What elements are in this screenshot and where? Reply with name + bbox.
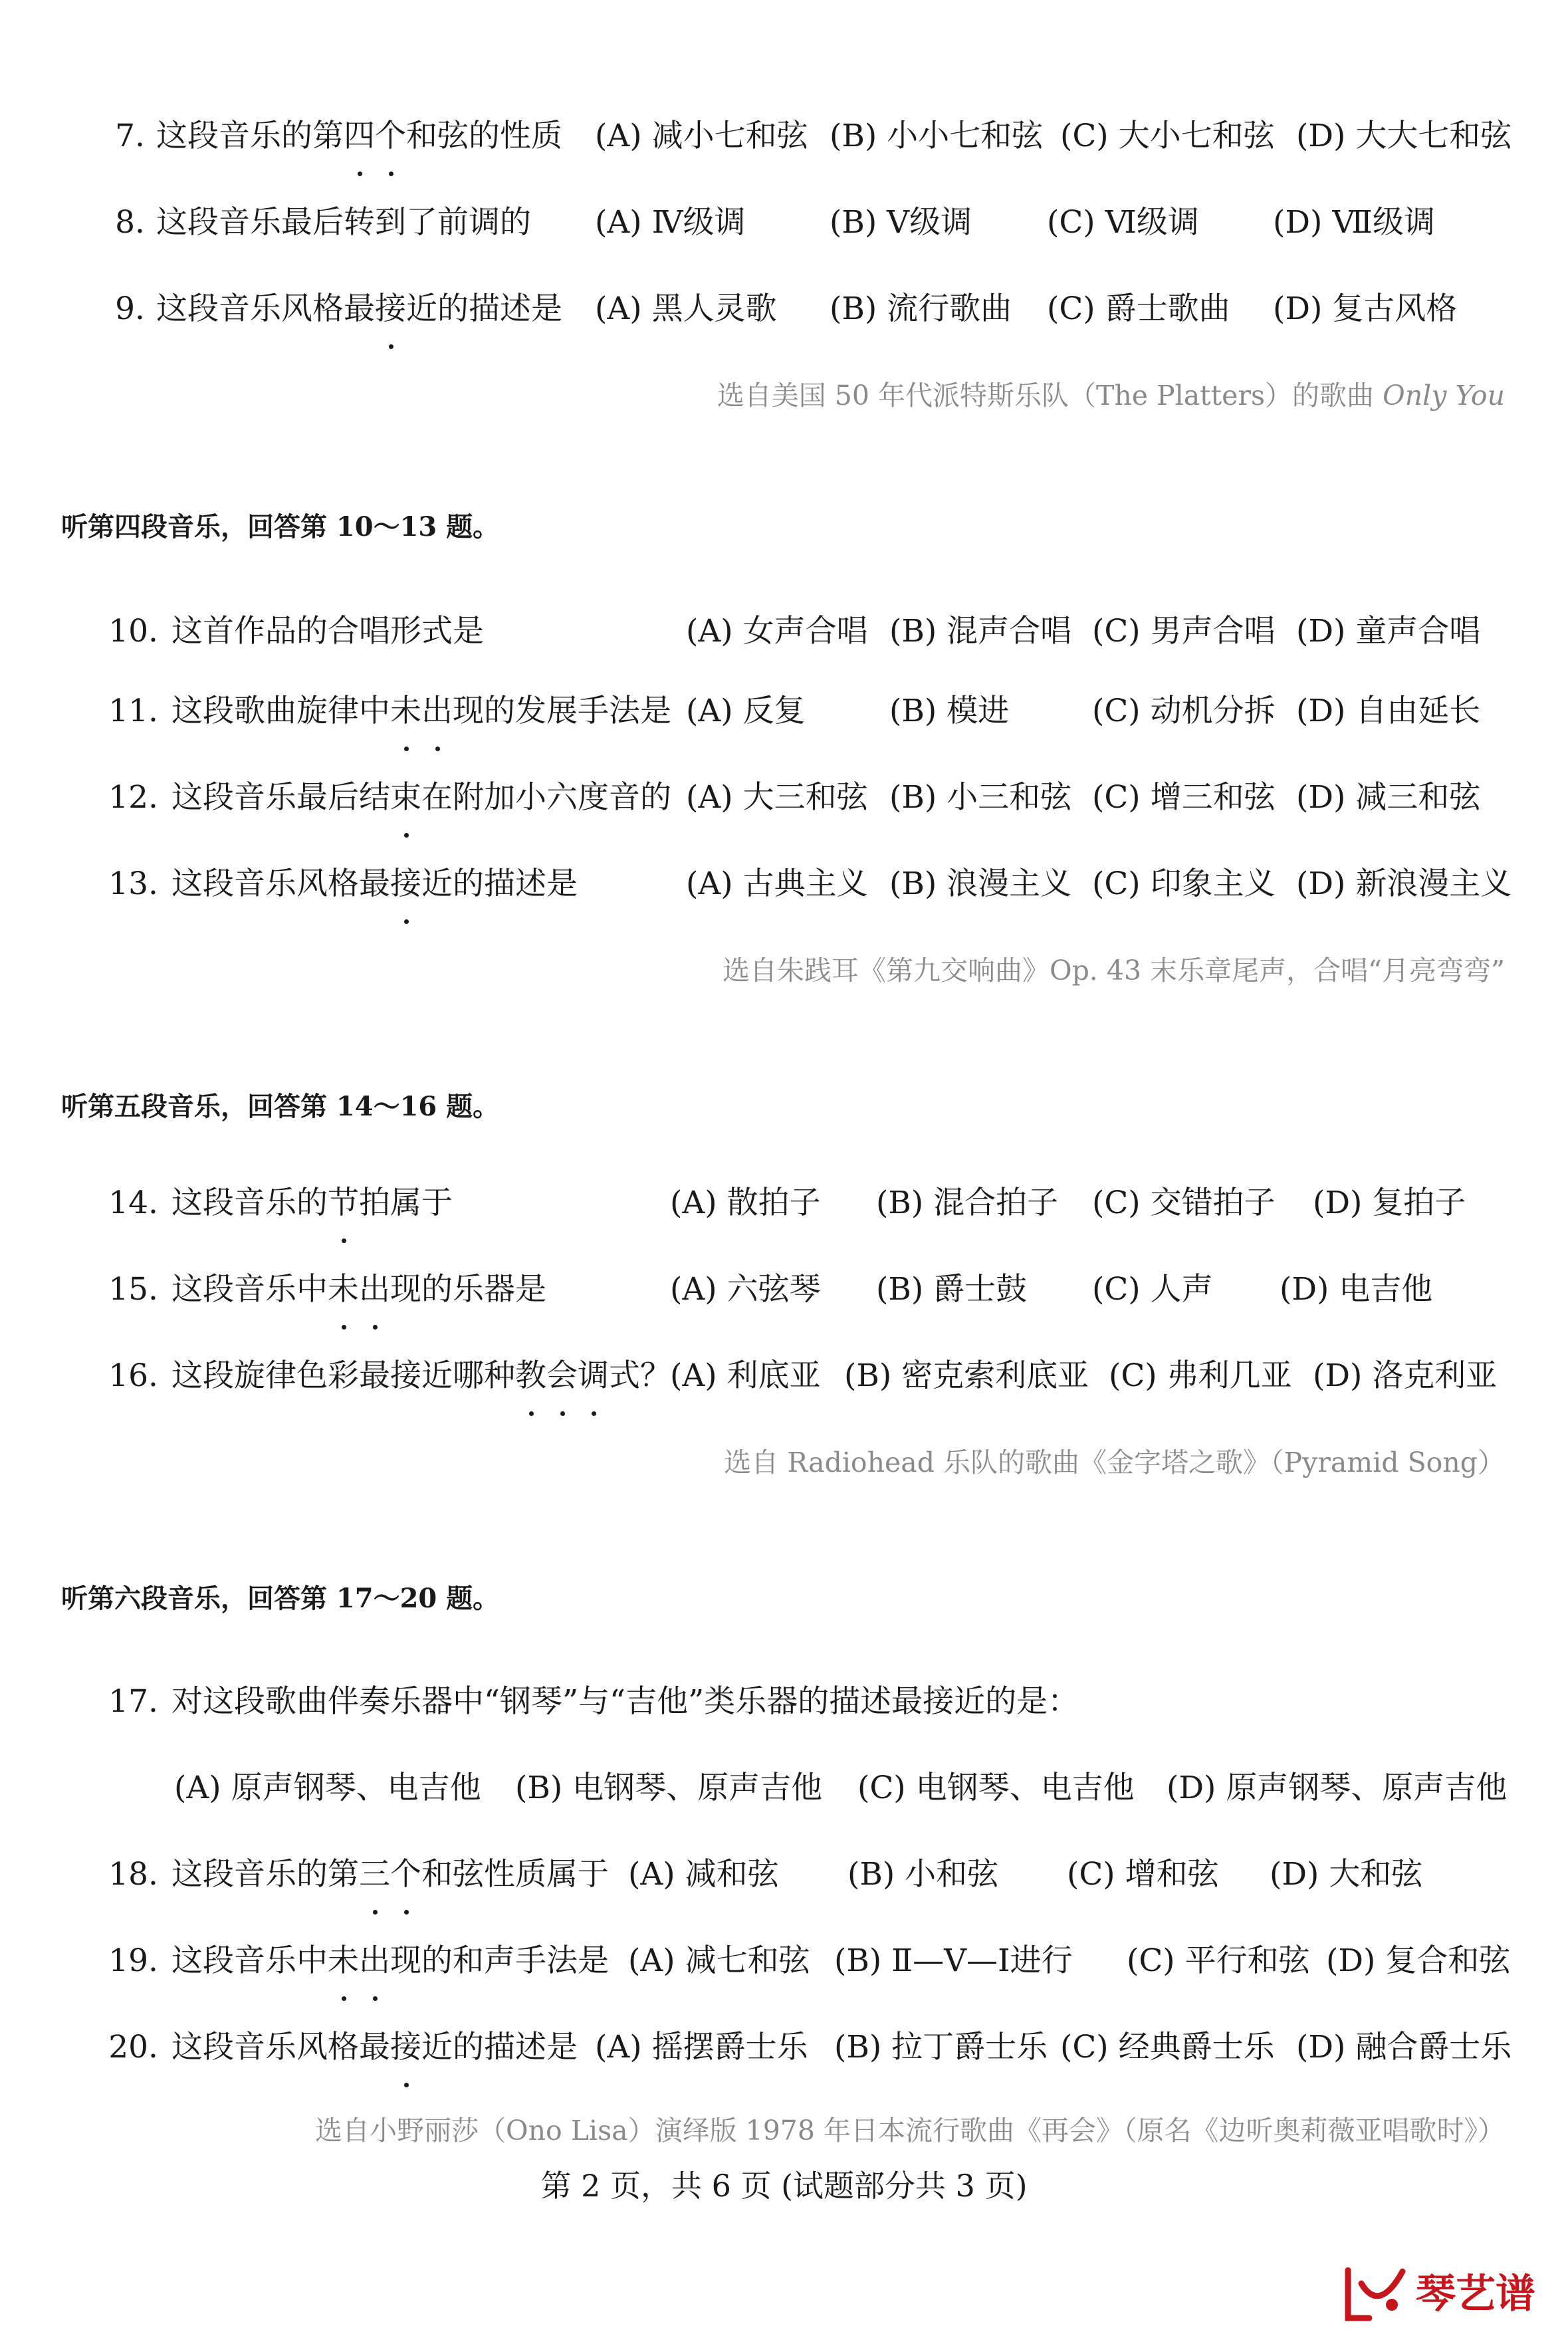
option-d[interactable]: (D) 复合和弦 bbox=[1326, 1942, 1511, 1979]
option-c[interactable]: (C) 人声 bbox=[1092, 1271, 1213, 1308]
question-7 bbox=[0, 103, 1568, 170]
option-a[interactable]: (A) 利底亚 bbox=[670, 1357, 821, 1394]
option-d[interactable]: (D) 融合爵士乐 bbox=[1296, 2029, 1512, 2065]
option-b[interactable]: (B) 密克索利底亚 bbox=[844, 1357, 1089, 1394]
option-d[interactable]: (D) 大大七和弦 bbox=[1296, 118, 1512, 154]
option-c[interactable]: (C) 交错拍子 bbox=[1092, 1185, 1276, 1221]
option-b[interactable]: (B) 混声合唱 bbox=[889, 613, 1072, 649]
option-a[interactable]: (A) 六弦琴 bbox=[670, 1271, 821, 1308]
option-a[interactable]: (A) 黑人灵歌 bbox=[595, 291, 777, 327]
option-a[interactable]: (A) 减七和弦 bbox=[628, 1942, 810, 1979]
brand-logo-text: 琴艺谱 bbox=[1416, 2271, 1535, 2317]
option-b[interactable]: (B) 小三和弦 bbox=[889, 779, 1072, 816]
option-b[interactable]: (B) 小小七和弦 bbox=[830, 118, 1044, 154]
option-d[interactable]: (D) 洛克利亚 bbox=[1313, 1357, 1498, 1394]
question-number: 14. bbox=[108, 1185, 158, 1221]
option-d[interactable]: (D) 减三和弦 bbox=[1296, 779, 1481, 816]
question-19 bbox=[0, 1928, 1568, 1994]
question-17 bbox=[0, 1669, 1568, 1735]
section-heading: 听第四段音乐，回答第 10～13 题。 bbox=[61, 511, 500, 542]
question-16 bbox=[0, 1343, 1568, 1409]
question-stem: 对这段歌曲伴奏乐器中“钢琴”与“吉他”类乐器的描述最接近的是： bbox=[171, 1683, 1079, 1720]
question-stem: 这首作品的合唱形式是 bbox=[171, 613, 484, 649]
question-20 bbox=[0, 2014, 1568, 2081]
option-c[interactable]: (C) 平行和弦 bbox=[1127, 1942, 1310, 1979]
option-c[interactable]: (C) 男声合唱 bbox=[1092, 613, 1276, 649]
option-c[interactable]: (C) 弗利几亚 bbox=[1109, 1357, 1292, 1394]
question-stem: 这段音乐的节拍属于 bbox=[171, 1170, 453, 1236]
option-d[interactable]: (D) Ⅶ级调 bbox=[1273, 204, 1435, 241]
option-a[interactable]: (A) 女声合唱 bbox=[686, 613, 868, 649]
option-b[interactable]: (B) 流行歌曲 bbox=[830, 291, 1012, 327]
option-a[interactable]: (A) Ⅳ级调 bbox=[595, 204, 746, 241]
question-17-options bbox=[0, 1755, 1568, 1821]
question-11 bbox=[0, 678, 1568, 745]
option-c[interactable]: (C) 大小七和弦 bbox=[1060, 118, 1275, 154]
question-stem: 这段音乐风格最接近的描述是 bbox=[156, 276, 562, 342]
question-number: 20. bbox=[108, 2029, 158, 2065]
question-number: 17. bbox=[108, 1683, 158, 1720]
option-b[interactable]: (B) 爵士鼓 bbox=[876, 1271, 1028, 1308]
option-b[interactable]: (B) Ⅱ—Ⅴ—Ⅰ进行 bbox=[834, 1942, 1073, 1979]
question-14 bbox=[0, 1170, 1568, 1236]
question-number: 13. bbox=[108, 866, 158, 902]
question-number: 18. bbox=[108, 1856, 158, 1893]
question-stem: 这段音乐的第四个和弦的性质 bbox=[156, 103, 562, 170]
option-b[interactable]: (B) 模进 bbox=[889, 693, 1010, 729]
option-b[interactable]: (B) Ⅴ级调 bbox=[830, 204, 972, 241]
question-number: 10. bbox=[108, 613, 158, 649]
question-stem: 这段音乐中未出现的和声手法是 bbox=[171, 1928, 609, 1994]
music-source: 选自 Radiohead 乐队的歌曲《金字塔之歌》（Pyramid Song） bbox=[724, 1447, 1505, 1478]
option-d[interactable]: (D) 复古风格 bbox=[1273, 291, 1458, 327]
option-a[interactable]: (A) 大三和弦 bbox=[686, 779, 868, 816]
option-c[interactable]: (C) 增和弦 bbox=[1067, 1856, 1219, 1893]
question-stem: 这段音乐最后结束在附加小六度音的 bbox=[171, 764, 671, 831]
option-a[interactable]: (A) 反复 bbox=[686, 693, 806, 729]
question-number: 19. bbox=[108, 1942, 158, 1979]
question-stem: 这段音乐风格最接近的描述是 bbox=[171, 2014, 578, 2081]
option-d[interactable]: (D) 童声合唱 bbox=[1296, 613, 1481, 649]
option-c[interactable]: (C) 增三和弦 bbox=[1092, 779, 1276, 816]
option-b[interactable]: (B) 拉丁爵士乐 bbox=[834, 2029, 1048, 2065]
option-c[interactable]: (C) 印象主义 bbox=[1092, 866, 1276, 902]
music-source: 选自小野丽莎（Ono Lisa）演绎版 1978 年日本流行歌曲《再会》（原名《边听奥莉薇亚唱歌时》） bbox=[315, 2115, 1505, 2147]
option-a[interactable]: (A) 减和弦 bbox=[628, 1856, 779, 1893]
question-stem: 这段音乐风格最接近的描述是 bbox=[171, 851, 578, 917]
option-d[interactable]: (D) 自由延长 bbox=[1296, 693, 1481, 729]
option-c[interactable]: (C) 动机分拆 bbox=[1092, 693, 1276, 729]
option-c[interactable]: (C) 经典爵士乐 bbox=[1060, 2029, 1275, 2065]
option-d[interactable]: (D) 复拍子 bbox=[1313, 1185, 1466, 1221]
option-b[interactable]: (B) 浪漫主义 bbox=[889, 866, 1072, 902]
question-12 bbox=[0, 764, 1568, 831]
option-d[interactable]: (D) 原声钢琴、原声吉他 bbox=[1167, 1770, 1508, 1806]
option-a[interactable]: (A) 散拍子 bbox=[670, 1185, 821, 1221]
option-b[interactable]: (B) 混合拍子 bbox=[876, 1185, 1059, 1221]
question-number: 11. bbox=[108, 693, 158, 729]
option-b[interactable]: (B) 小和弦 bbox=[847, 1856, 999, 1893]
question-15 bbox=[0, 1256, 1568, 1323]
option-a[interactable]: (A) 减小七和弦 bbox=[595, 118, 808, 154]
question-number: 15. bbox=[108, 1271, 158, 1308]
question-stem: 这段歌曲旋律中未出现的发展手法是 bbox=[171, 678, 671, 745]
question-18 bbox=[0, 1841, 1568, 1908]
question-stem: 这段旋律色彩最接近哪种教会调式？ bbox=[171, 1343, 671, 1409]
option-d[interactable]: (D) 电吉他 bbox=[1280, 1271, 1433, 1308]
section-heading: 听第五段音乐，回答第 14～16 题。 bbox=[61, 1091, 500, 1122]
option-a[interactable]: (A) 摇摆爵士乐 bbox=[595, 2029, 808, 2065]
music-source: 选自美国 50 年代派特斯乐队（The Platters）的歌曲 Only You bbox=[717, 380, 1505, 411]
section-heading: 听第六段音乐，回答第 17～20 题。 bbox=[61, 1583, 500, 1614]
question-number: 16. bbox=[108, 1357, 158, 1394]
question-13 bbox=[0, 851, 1568, 917]
option-a[interactable]: (A) 原声钢琴、电吉他 bbox=[174, 1770, 481, 1806]
question-8 bbox=[0, 189, 1568, 256]
option-c[interactable]: (C) 电钢琴、电吉他 bbox=[857, 1770, 1135, 1806]
option-c[interactable]: (C) 爵士歌曲 bbox=[1047, 291, 1230, 327]
question-stem: 这段音乐的第三个和弦性质属于 bbox=[171, 1841, 609, 1908]
page-footer: 第 2 页，共 6 页 (试题部分共 3 页) bbox=[540, 2168, 1028, 2204]
question-9 bbox=[0, 276, 1568, 342]
option-b[interactable]: (B) 电钢琴、原声吉他 bbox=[515, 1770, 823, 1806]
option-c[interactable]: (C) Ⅵ级调 bbox=[1047, 204, 1199, 241]
question-number: 9. bbox=[115, 291, 145, 327]
option-d[interactable]: (D) 大和弦 bbox=[1270, 1856, 1423, 1893]
option-a[interactable]: (A) 古典主义 bbox=[686, 866, 868, 902]
question-stem: 这段音乐最后转到了前调的 bbox=[156, 204, 531, 241]
question-stem: 这段音乐中未出现的乐器是 bbox=[171, 1256, 546, 1323]
option-d[interactable]: (D) 新浪漫主义 bbox=[1296, 866, 1512, 902]
question-number: 12. bbox=[108, 779, 158, 816]
music-source: 选自朱践耳《第九交响曲》Op. 43 末乐章尾声，合唱“月亮弯弯” bbox=[722, 955, 1505, 987]
question-number: 7. bbox=[115, 118, 145, 154]
question-10 bbox=[0, 598, 1568, 665]
question-number: 8. bbox=[115, 204, 145, 241]
